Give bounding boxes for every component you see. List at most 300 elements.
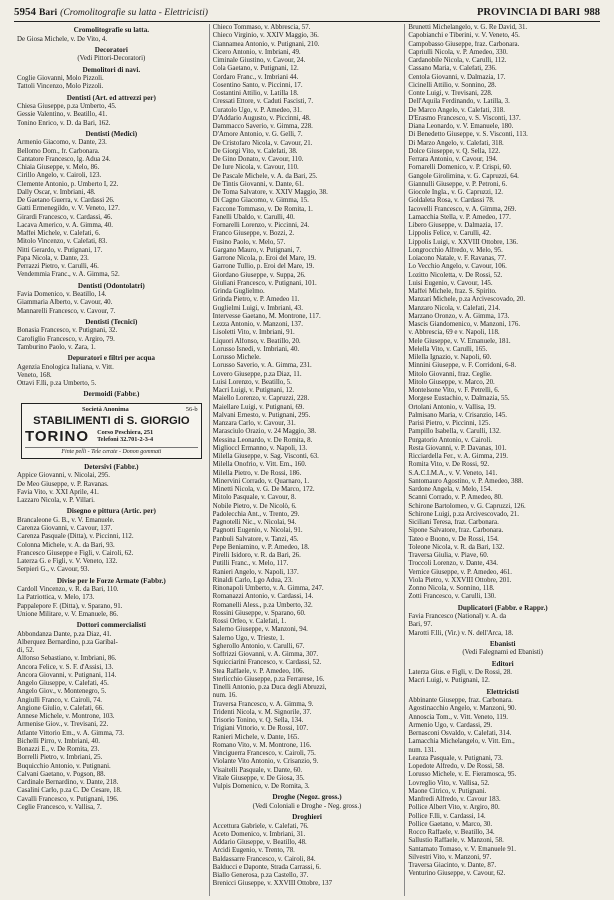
directory-entry: Armenise Giov., v. Trevisani, 22. [17, 721, 109, 729]
directory-entry: Santamato Tomaso, v. V. Emanuele 91. [408, 845, 516, 853]
directory-entry: Calvani Gaetano, v. Pogson, 88. [17, 770, 106, 778]
directory-entry: Veneto, 168. [17, 371, 52, 379]
directory-entry: Cosentino Santo, v. Piccinni, 17. [212, 81, 303, 89]
section-heading: Dentisti (Tecnici) [85, 317, 138, 326]
directory-entry: Lovero Giuseppe, p.za Diaz, 11. [212, 370, 302, 378]
directory-entry: Agenzia Enologica Italiana, v. Vitt. [17, 363, 114, 371]
directory-entry: Buquicchio Antonio, v. Putignani. [17, 762, 111, 770]
directory-entry: Agostinacchio Angelo, v. Manzoni, 90. [408, 705, 517, 713]
directory-entry: Diana Leonardo, v. V. Emanuele, 180. [408, 123, 514, 130]
directory-entry: Miglioccl Ermanno, v. Napoli, 13. [212, 444, 308, 452]
directory-entry: Pirelli Isidoro, v. R. da Bari, 26. [212, 552, 301, 559]
directory-entry: Ranieri Michele, v. Dante, 165. [212, 733, 300, 741]
directory-entry: Favia Francesco (National) v. A. da [408, 613, 507, 620]
directory-entry: Tinelli Antonio, p.za Duca degli Abruzzi, [212, 684, 327, 691]
directory-entry: Marotti F.lli, (Vir.) v. N. dell'Arca, 18. [408, 629, 514, 637]
ad-code: 56-b [185, 405, 198, 413]
section-note: (Vedi Coloniali e Droghe - Neg. gross.) [252, 802, 362, 810]
directory-entry: Lovreglio Vito, v. Vallisa, 52. [408, 779, 490, 787]
directory-entry: D'Amore Antonio, v. G. Gelli, 7. [212, 131, 303, 139]
section-heading: Cromolitografie su latta. [73, 26, 150, 34]
directory-entry: Vernice Giuseppe, v. P. Amedeo, 461. [408, 568, 512, 576]
directory-entry: Giocole Ingla., v. G. Capruzzi, 12. [408, 189, 503, 196]
directory-entry: Lippolis Luigi, v. XXVIII Ottobre, 136. [408, 238, 518, 246]
directory-entry: Ceglie Francesco, v. Vallisa, 7. [17, 803, 102, 811]
section-heading: Ebanisti [489, 639, 516, 648]
directory-entry: Cola Gaetano, v. Putignani, 12. [212, 65, 299, 73]
directory-entry: Campobasso Giuseppe, fraz. Carbonara. [408, 40, 520, 48]
directory-entry: Ancora Felice, v. S. F. d'Assisi, 13. [17, 663, 114, 671]
directory-entry: Pagnotelli Nic., v. Nicolai, 94. [212, 519, 297, 526]
directory-entry: Clemente Antonio, p. Umberto I, 22. [17, 180, 119, 188]
directory-entry: Traversa Giulia, v. Piave, 60. [408, 552, 489, 559]
directory-entry: Angiulli Franco, v. Cairoli, 74. [17, 696, 102, 704]
directory-entry: Tattoli Vincenzo, Molo Pizzoli. [17, 83, 104, 91]
directory-entry: Mannarelli Francesco, v. Cavour, 7. [17, 307, 116, 315]
section-heading: Demolitori di navi. [82, 65, 141, 74]
directory-entry: Armenio Ugo, v. Cardassi, 29. [408, 721, 493, 729]
directory-entry: Abbondanza Dante, p.za Diaz, 41. [17, 630, 112, 638]
directory-entry: Girardi Francesco, v. Cardassi, 46. [17, 213, 113, 221]
directory-entry: Sgherollo Antonio, v. Carulli, 67. [212, 642, 305, 650]
directory-entry: Aceto Domenico, v. Imbriani, 31. [212, 830, 306, 838]
directory-entry: Dolce Giuseppe, v. Q. Sella, 122. [408, 147, 501, 155]
directory-entry: Macri Luigi, v. Putignani, 12. [212, 387, 295, 394]
directory-entry: Violante Vito Antonio, v. Crisanzio, 9. [212, 758, 319, 766]
directory-entry: Iacovelli Francesco, v. A. Gimma, 269. [408, 205, 517, 213]
directory-entry: Cicinelli Attilio, v. Sonnino, 28. [408, 81, 497, 89]
province-page-number: 988 [584, 7, 600, 18]
directory-entry: Lacava Americo, v. A. Gimma, 40. [17, 221, 113, 229]
directory-entry: Borrelli Pietro, v. Imbriani, 25. [17, 754, 103, 762]
section-heading: Droghieri [292, 813, 322, 822]
directory-entry: Visaitelli Pasquale, v. Dante, 60. [212, 766, 303, 774]
directory-entry: Mascis Giandomenico, v. Manzoni, 176. [408, 321, 521, 328]
directory-entry: Liquori Alfonso, v. Beatillo, 20. [212, 337, 301, 345]
directory-entry: Giammaria Alberto, v. Cavour, 40. [17, 299, 113, 307]
section-heading: Duplicatori (Fabbr. e Rappr.) [457, 603, 548, 612]
directory-entry: Minetti Nicola, v. G. De Marco, 172. [212, 486, 315, 493]
ad-city: TORINO [25, 427, 90, 445]
directory-entry: Arcidi Eugenio, v. Trento, 78. [212, 847, 295, 855]
directory-entry: Rinonapoli Umberto, v. A. Gimma, 247. [212, 585, 324, 592]
directory-entry: Panbuli Salvatore, v. Tanzi, 45. [212, 535, 299, 543]
directory-entry: De Iure Nicola, v. Cavour, 110. [212, 164, 299, 172]
directory-entry: Trisorio Tonino, v. Q. Sella, 134. [212, 717, 304, 724]
directory-entry: Montelsone Vito, v. F. Petrelli, 6. [408, 387, 500, 394]
directory-entry: Chieco Virginio, v. XXIV Maggio, 36. [212, 32, 319, 40]
directory-entry: Carenza Pasquale (Ditta), v. Piccinni, 112. [17, 533, 134, 541]
directory-entry: Brunetti Michelangelo, v. G. Re David, 31. [408, 24, 528, 31]
directory-entry: Di Cagno Giacomo, v. Gimma, 15. [212, 197, 309, 205]
ad-address: Corso Peschiera, 251 [97, 428, 154, 436]
directory-entry: Capriulli Nicola, v. P. Amedeo, 330. [408, 48, 508, 56]
directory-entry: Trigiani Vittorio, v. De Rossi, 107. [212, 725, 309, 733]
directory-entry: Chiaia Giuseppe, v. Melo, 86. [17, 164, 100, 172]
directory-entry: S.A.C.I.M.A., v. V. Veneto, 141. [408, 469, 498, 477]
directory-entry: Bonazzi E., v. De Romita, 23. [17, 746, 100, 754]
directory-entry: Viola Pietro, v. XXVIII Ottobre, 201. [408, 576, 512, 584]
directory-entry: De Toma Salvatore, v. XXIV Maggio, 38. [212, 189, 328, 196]
directory-entry: Pagnotti Eugenio, v. Nicolai, 91. [212, 527, 303, 535]
directory-entry: Milella Ignazio, v. Napoli, 60. [408, 354, 492, 361]
directory-entry: Perrazzi Pietro, v. Carulli, 46. [17, 263, 99, 271]
section-heading: Dentisti (Art. ed attrezzi per) [66, 93, 156, 102]
section-heading: Dentisti (Medici) [85, 129, 138, 138]
directory-entry: Vendemmia Franc., v. A. Gimma, 52. [17, 271, 120, 279]
directory-entry: Abbinante Giuseppe, fraz. Carbonara. [408, 697, 513, 705]
province-title: PROVINCIA DI BARI [476, 7, 581, 18]
column-right [404, 24, 600, 896]
directory-entry: Vitale Giuseppe, v. De Giosa, 35. [212, 774, 305, 782]
directory-entry: Favia Domenico, v. Beatillo, 14. [17, 291, 107, 299]
directory-entry: Lozitto Nicoletta, v. De Rossi, 52. [408, 271, 503, 279]
directory-entry: Manfredi Alfredo, v. Cavour 183. [408, 796, 501, 804]
directory-entry: num. 16. [212, 692, 237, 700]
directory-entry: Pappalepore F. (Ditta), v. Sparano, 91. [17, 602, 123, 610]
directory-entry: v. Abbrescia, 69 e v. Napoli, 118. [408, 329, 500, 337]
directory-entry: Accettura Gabriele, v. Calefati, 76. [212, 822, 309, 830]
directory-entry: Cassano Maria, v. Calefati, 236. [408, 65, 497, 73]
directory-entry: Franco Giuseppe, v. Bozzi, 2. [212, 230, 295, 238]
ad-tagline: Finte pelli - Tele cerate - Donon gommati [25, 447, 198, 456]
directory-entry: Scanni Corrado, v. P. Amedeo, 80. [408, 494, 503, 502]
directory-entry: Putilli Franc., v. Melo, 117. [212, 560, 289, 568]
directory-entry: De Gaetano Guerra, v. Cardassi 26. [17, 197, 115, 205]
directory-entry: Rinaldi Carlo, Lgo Adua, 23. [212, 576, 293, 584]
directory-entry: Ranieri Angelo, v. Napoli, 137. [212, 568, 299, 576]
directory-entry: Mitolo Vincenzo, v. Calefati, 83. [17, 238, 108, 246]
directory-entry: Baldassarre Francesco, v. Cairoli, 84. [212, 855, 316, 863]
directory-entry: Lippolis Felice, v. Carulli, 42. [408, 230, 491, 238]
page-header [14, 6, 600, 20]
directory-entry: Coglie Giovanni, Molo Pizzoli. [17, 75, 104, 83]
directory-entry: Chieco Tommaso, v. Abbrescia, 57. [212, 24, 311, 31]
directory-entry: Lopedote Alfredo, v. De Rossi, 58. [408, 763, 505, 771]
directory-entry: De Meo Giuseppe, v. P. Ravanas. [17, 480, 109, 488]
directory-entry: Fornarelli Lorenzo, v. Piccinni, 24. [212, 222, 310, 229]
directory-entry: Cicero Antonio, v. Imbriani, 49. [212, 48, 301, 56]
directory-entry: Manzaro Nicola, v. Calefati, 214. [408, 304, 501, 312]
directory-entry: Tridenti Nicola, v. M. Signorile, 37. [212, 708, 312, 716]
directory-entry: Capobianchi e Tiberini, v. V. Veneto, 45. [408, 32, 520, 40]
directory-entry: Dell'Aquila Ferdinando, v. Latilla, 3. [408, 98, 510, 106]
directory-entry: Serpieri G., v. Cavour, 93. [17, 566, 90, 574]
directory-entry: Ricciardella Fer., v. A. Gimma, 219. [408, 453, 508, 460]
directory-entry: di, 52. [17, 647, 35, 655]
directory-entry: Mele Giuseppe, v. V. Emanuele, 181. [408, 337, 511, 345]
directory-entry: Marzano Oronzo, v. A. Gimma, 173. [408, 312, 510, 320]
directory-entry: Angione Giulio, v. Calefati, 66. [17, 704, 104, 712]
directory-entry: Luisi Eugenio, v. Cavour, 145. [408, 279, 493, 287]
directory-entry: Guglielmi Luigi, v. Imbriani, 43. [212, 304, 303, 312]
directory-entry: Manzara Carlo, v. Cavour, 31. [212, 420, 296, 427]
directory-entry: Tateo e Buono, v. De Rossi, 154. [408, 535, 499, 543]
directory-entry: De Pascale Michele, v. A. da Bari, 25. [212, 172, 318, 180]
directory-entry: Sipone Salvatore, fraz. Carbonara. [408, 527, 504, 535]
directory-entry: Gargano Mauro, v. Putignani, 7. [212, 246, 302, 254]
directory-entry: Faccone Tommaso, v. De Romita, 1. [212, 205, 313, 213]
directory-entry: Maffei Michele, v. Calefati, 6. [17, 230, 101, 238]
directory-entry: Cardinale Bernardino, v. Dante, 218. [17, 779, 119, 787]
directory-entry: Lo Vecchio Angelo, v. Cavour, 106. [408, 263, 507, 271]
directory-entry: Armenio Giacomo, v. Dante, 23. [17, 139, 107, 147]
directory-entry: Lezza Antonio, v. Manzoni, 137. [212, 321, 303, 328]
directory-entry: Curatolo Ugo, v. P. Amedeo, 31. [212, 106, 302, 114]
directory-entry: Rossi Orfeo, v. Calefati, 1. [212, 618, 287, 625]
directory-entry: Sardone Angela, v. Melo, 154. [408, 486, 493, 493]
directory-entry: Fusino Paolo, v. Melo, 57. [212, 238, 286, 246]
directory-entry: Minnini Giuseppe, v. F. Corridoni, 6-8. [408, 362, 517, 370]
directory-entry: Chiesa Giuseppe, p.za Umberto, 45. [17, 103, 117, 111]
directory-entry: Malvani Ernesto, v. Putignani, 295. [212, 411, 311, 419]
directory-entry: Bari, 97. [408, 621, 433, 629]
directory-entry: Romanelli Aless., p.za Umberto, 32. [212, 601, 313, 609]
directory-entry: Minervini Corrado, v. Quarnaro, 1. [212, 477, 310, 485]
directory-entry: Grinda Guglielmo. [212, 288, 265, 295]
directory-entry: Alfonso Sebastiano, v. Imbriani, 86. [17, 655, 117, 663]
section-heading: Disegno e pittura (Artic. per) [66, 507, 156, 516]
city-name: Bari [39, 7, 58, 18]
section-note: (Vedi Falegnami ed Ebanisti) [462, 649, 543, 657]
directory-entry: Lamacchia Michelangelo, v. Vitt. Em., [408, 738, 515, 746]
directory-entry: Macri Luigi, v. Putignani, 12. [408, 677, 490, 685]
directory-entry: Garrone Nicola, p. Eroi del Mare, 19. [212, 255, 316, 262]
directory-entry: Grinda Pietro, v. P. Amedeo 11. [212, 296, 300, 304]
directory-entry: Ciannamea Antonio, v. Putignani, 210. [212, 40, 320, 48]
directory-entry: Pollice F.lli, v. Cardassi, 14. [408, 812, 486, 820]
directory-entry: Tonino Enrico, v. D. da Bari, 162. [17, 119, 111, 127]
directory-entry: Nitti Gerardo, v. Putignani, 17. [17, 246, 103, 254]
directory-entry: D'Addario Augusto, v. Piccinni, 48. [212, 114, 311, 122]
directory-entry: Mitolo Pasquale, v. Cavour, 8. [212, 494, 297, 502]
directory-entry: Schirone Bartolomeo, v. G. Capruzzi, 126. [408, 502, 526, 510]
directory-entry: Addario Giuseppe, v. Beatillo, 48. [212, 839, 307, 847]
section-heading: Editori [491, 659, 514, 668]
directory-entry: Garrone Tullio, p. Eroi del Mare, 19. [212, 263, 315, 271]
directory-entry: Giuliani Francesco, v. Putignani, 101. [212, 279, 317, 287]
directory-entry: Santomauro Agostino, v. P. Amedeo, 388. [408, 477, 524, 485]
directory-entry: Pampillo Isabella, v. Carulli, 132. [408, 428, 501, 436]
directory-entry: Manzari Michele, p.za Arcivescovado, 20. [408, 296, 526, 304]
directory-entry: Brenicci Giuseppe, v. XXVIII Ottobre, 137 [212, 880, 333, 888]
directory-entry: Mitolo Giovanni, fraz. Ceglie. [408, 370, 492, 378]
section-heading: Elettricisti [486, 687, 519, 696]
directory-entry: Bichelli Pirro, v. Imbriani, 40. [17, 737, 100, 745]
directory-entry: Soffrizzi Giovanni, v. A. Gimma, 307. [212, 651, 319, 658]
directory-entry: Annoscia Tom., v. Vitt. Veneto, 119. [408, 713, 508, 721]
directory-entry: Toleone Nicola, v. R. da Bari, 132. [408, 543, 505, 551]
section-heading: Droghe (Negoz. gross.) [272, 793, 342, 802]
directory-entry: Bellomo Dom., fr. Carbonara. [17, 147, 100, 155]
ad-company-name: STABILIMENTI di S. GIORGIO [33, 414, 190, 427]
directory-entry: Rossini Giuseppe, v. Sparano, 60. [212, 609, 306, 617]
directory-entry: Venturino Giuseppe, v. Cavour, 62. [408, 870, 506, 878]
directory-entry: Colonna Michele, v. A. da Bari, 93. [17, 541, 115, 549]
directory-entry: La Patriottica, v. Melo, 173. [17, 594, 95, 602]
directory-entry: Carofiglio Francesco, v. Argiro, 79. [17, 335, 115, 343]
directory-entry: Traversa Francesco, v. A. Gimma, 9. [212, 700, 314, 708]
section-note: (Vedi Pittori-Decoratori) [77, 55, 146, 63]
directory-entry: Appice Giovanni, v. Nicolai, 295. [17, 472, 110, 480]
directory-entry: Ferrara Antonio, v. Cavour, 194. [408, 156, 498, 163]
directory-entry: Romano Vito, v. M. Montrone, 116. [212, 741, 312, 749]
directory-entry: Loiacono Natale, v. F. Ravanas, 77. [408, 255, 507, 262]
directory-entry: num. 131. [408, 746, 437, 754]
directory-entry: Leanza Pasquale, v. Putignani, 73. [408, 754, 503, 762]
directory-entry: Squicciarini Francesco, v. Cardassi, 52. [212, 659, 322, 667]
directory-entry: De Marco Angelo, v. Calefati, 318. [408, 106, 505, 114]
directory-entry: Salerno Giuseppe, v. Manzoni, 94. [212, 626, 308, 634]
section-heading: Dottori commercialisti [76, 621, 146, 630]
directory-entry: Atlante Vittorio Em., v. A. Gimma, 73. [17, 729, 124, 737]
directory-entry: Intervesse Gaetano, M. Montrone, 117. [212, 312, 321, 320]
directory-entry: Di Marzo Angelo, v. Calefati, 318. [408, 139, 504, 147]
directory-entry: Morgese Eustachio, v. Dalmazia, 55. [408, 395, 510, 403]
directory-entry: Lazzaro Nicola, v. P. Villari. [17, 497, 95, 505]
directory-entry: Libero Giuseppe, v. Dalmazia, 17. [408, 222, 503, 229]
directory-entry: Bonasia Francesco, v. Putignani, 32. [17, 327, 118, 335]
directory-entry: Cirillo Angelo, v. Cairoli, 123. [17, 172, 102, 180]
directory-entry: De Cristofaro Nicola, v. Cavour, 21. [212, 139, 313, 147]
directory-entry: Melella Vito, v. Carulli, 165. [408, 345, 488, 353]
ad-phone: Telefoni 32.701-2-3-4 [97, 436, 154, 444]
directory-entry: Laterza Gius. e Figli, v. De Rossi, 28. [408, 669, 513, 677]
directory-entry: Maffei Michele, fraz. S. Spirito. [408, 288, 497, 295]
directory-entry: Siciliani Teresa, fraz. Carbonara. [408, 519, 499, 526]
directory-entry: Casalini Carlo, p.za C. De Cesare, 18. [17, 787, 122, 795]
page-subtitle: (Cromolitografie su latta - Elettricisti) [60, 7, 208, 18]
directory-entry: Laterza G. e Figli, v. V. Veneto, 132. [17, 558, 118, 566]
directory-entry: Gangole Girolimina, v. G. Capruzzi, 64. [408, 172, 519, 180]
directory-entry: Cardanobile Nicola, v. Carulli, 112. [408, 57, 507, 64]
directory-entry: Salerno Ugo, v. Trieste, 1. [212, 634, 285, 642]
directory-entry: Di Benedetto Giuseppe, v. S. Visconti, 113. [408, 131, 528, 139]
section-heading: Decoratori [94, 45, 128, 54]
directory-entry: Nobile Pietro, v. De Nicolò, 6. [212, 502, 297, 510]
directory-entry: Parisi Pietro, v. Piccinni, 125. [408, 420, 491, 427]
ad-company-type: Società Anonima [81, 405, 129, 413]
directory-entry: Sterlicchio Giuseppe, p.za Ferrarese, 16. [212, 675, 325, 683]
directory-entry: Maone Citrico, v. Putignani. [408, 787, 487, 795]
directory-entry: Tamburino Paolo, v. Zara, 1. [17, 343, 96, 351]
directory-entry: Gessie Valentino, v. Beatillo, 41. [17, 111, 108, 119]
directory-entry: Romita Vito, v. De Rossi, 92. [408, 461, 490, 469]
directory-entry: Conte Luigi, v. Trevisani, 228. [408, 90, 493, 97]
directory-entry: Cavalli Francesco, v. Putignani, 196. [17, 795, 119, 803]
directory-entry: De Tintis Giovanni, v. Dante, 61. [212, 180, 304, 188]
directory-entry: Messina Leonardo, v. De Romita, 8. [212, 436, 313, 444]
directory-entry: Francesco Giuseppe e Figli, v. Cairoli, 62. [17, 549, 134, 557]
directory-entry: Purgatorio Antonio, v. Cairoli. [408, 436, 492, 444]
directory-entry: De Gino Donato, v. Cavour, 110. [212, 156, 304, 163]
directory-entry: Maiellare Luigi, v. Putignani, 69. [212, 403, 305, 411]
section-heading: Divise per le Forze Armate (Fabbr.) [56, 576, 166, 585]
directory-entry: Biallo Generosa, p.za Castello, 37. [212, 872, 309, 880]
directory-entry: Traversa Giacinto, v. Dante, 87. [408, 862, 497, 870]
directory-entry: Milella Giuseppe, v. Sag. Visconti, 63. [212, 453, 319, 460]
directory-entry: Costantini Attilio, v. Latilla 18. [212, 90, 299, 97]
directory-entry: Brancaleone G. B., v. V. Emanuele. [17, 516, 115, 524]
directory-entry: Bernasconi Osvaldo, v. Calefati, 314. [408, 730, 512, 738]
directory-entry: Silvestri Vito, v. Manzoni, 97. [408, 853, 492, 861]
directory-entry: Cressati Ettore, v. Caduti Fascisti, 7. [212, 98, 314, 106]
directory-entry: Unione Militare, v. V. Emanuele, 86. [17, 610, 119, 618]
directory-entry: Cantatore Francesco, lg. Adua 24. [17, 155, 111, 163]
directory-entry: Sallustio Raffaele, v. Manzoni, 58. [408, 837, 504, 845]
column-middle [209, 24, 405, 896]
directory-entry: Giordano Giuseppe, v. Suppa, 26. [212, 271, 306, 279]
directory-entry: Ortolani Antonio, v. Vallisa, 19. [408, 403, 496, 411]
directory-entry: Fornarelli Domenico, v. P. Crispi, 60. [408, 164, 512, 172]
section-heading: Dermoidi (Fabbr.) [83, 390, 140, 399]
directory-entry: Dammacco Saverio, v. Gimma, 228. [212, 123, 313, 130]
section-heading: Detersivi (Fabbr.) [84, 462, 139, 471]
directory-entry: Lisoletti Vito, v. Imbriani, 91. [212, 329, 295, 337]
directory-entry: Troccoli Lorenzo, v. Dante, 434. [408, 560, 498, 568]
directory-entry: Zonno Nicola, v. Sonnino, 118. [408, 585, 495, 592]
directory-entry: D'Erasmo Francesco, v. S. Visconti, 137. [408, 114, 521, 122]
directory-entry: Fanelli Ubaldo, v. Carulli, 40. [212, 213, 295, 221]
directory-entry: Papa Nicola, v. Dante, 23. [17, 254, 89, 262]
directory-entry: Cardoll Vincenzo, v. R. da Bari, 110. [17, 586, 119, 594]
directory-entry: Stea Raffaele, v. P. Amedeo, 106. [212, 667, 305, 675]
directory-entry: Romanazzi Antonio, v. Cardassi, 14. [212, 593, 314, 601]
directory-entry: Palmisano Maria, v. Crisanzio, 145. [408, 411, 508, 419]
directory-entry: Rocco Raffaele, v. Beatillo, 34. [408, 829, 495, 837]
section-heading: Depuratori e filtri per acqua [67, 354, 155, 363]
directory-entry: Zotti Francesco, v. Carulli, 130. [408, 593, 496, 601]
directory-entry: Pollice Gaetano, v. Marco, 30. [408, 820, 493, 828]
directory-entry: Vinciguerra Francesco, v. Cairoli, 75. [212, 750, 316, 757]
directory-entry: Giannulli Giuseppe, v. P. Petroni, 6. [408, 180, 508, 188]
directory-entry: Longrocchio Alfredo, v. Melo, 95. [408, 246, 503, 254]
directory-entry: Carenza Giovanni, v. Cavour, 137. [17, 525, 113, 533]
page-number: 5954 [14, 6, 36, 18]
directory-entry: Goldaleta Rosa, v. Cardassi 78. [408, 197, 495, 205]
directory-entry: Centola Giovanni, v. Dalmazia, 17. [408, 73, 506, 81]
directory-entry: Cordaro Franc., v. Imbriani 44. [212, 73, 299, 81]
directory-entry: Dally Oscar, v. Imbriani, 48. [17, 188, 96, 196]
directory-entry: Lamacchia Stella, v. P. Amedeo, 177. [408, 213, 511, 221]
directory-entry: Luisi Lorenzo, v. Beatillo, 5. [212, 378, 292, 386]
directory-entry: Alberquez Bernardino, p.za Garibal- [17, 638, 118, 646]
directory-entry: Milella Onofrio, v. Vitt. Em., 160. [212, 461, 307, 469]
directory-entry: Annese Michele, v. Montrone, 103. [17, 713, 115, 721]
section-heading: Dentisti (Odontolatri) [77, 281, 145, 290]
directory-entry: Angelo Giuseppe, v. Calefati, 45. [17, 680, 109, 688]
directory-entry: Padolecchia Ant., v. Trento, 29. [212, 510, 300, 518]
directory-entry: Angelo Giov., v. Montenegro, 5. [17, 688, 107, 696]
directory-entry: Maiello Lorenzo, v. Capruzzi, 228. [212, 395, 310, 403]
directory-entry: Ottavi F.lli, p.za Umberto, 5. [17, 380, 97, 388]
directory-entry: Gatti Ermenegildo, v. V. Veneto, 127. [17, 205, 120, 213]
directory-entry: Ciminale Giustino, v. Cavour, 24. [212, 57, 306, 64]
directory-entry: Pepe Beniamino, v. P. Amedeo, 18. [212, 543, 310, 551]
directory-entry: Schirone Luigi, p.za Arcivescovado, 21. [408, 510, 519, 518]
directory-entry: Ancora Giovanni, v. Putignani, 114. [17, 671, 117, 679]
columns [14, 24, 600, 896]
directory-entry: Lorusso Michele, v. E. Fieramosca, 95. [408, 771, 517, 779]
directory-entry: Lorusso Isnedi, v. Imbriani, 40. [212, 345, 300, 353]
directory-entry: Milella Pietro, v. De Rossi, 186. [212, 469, 302, 477]
directory-entry: Lorusso Michele. [212, 354, 261, 361]
directory-entry: Pollice Albert Vito, v. Argiro, 80. [408, 804, 500, 812]
directory-entry: De Giosa Michele, v. De Vito, 4. [17, 35, 108, 43]
directory-entry: Favia Vito, v. XXI Aprile, 41. [17, 488, 99, 496]
directory-entry: De Giorgi Vito, v. Calefati, 38. [212, 147, 298, 155]
header-rule [14, 21, 600, 22]
